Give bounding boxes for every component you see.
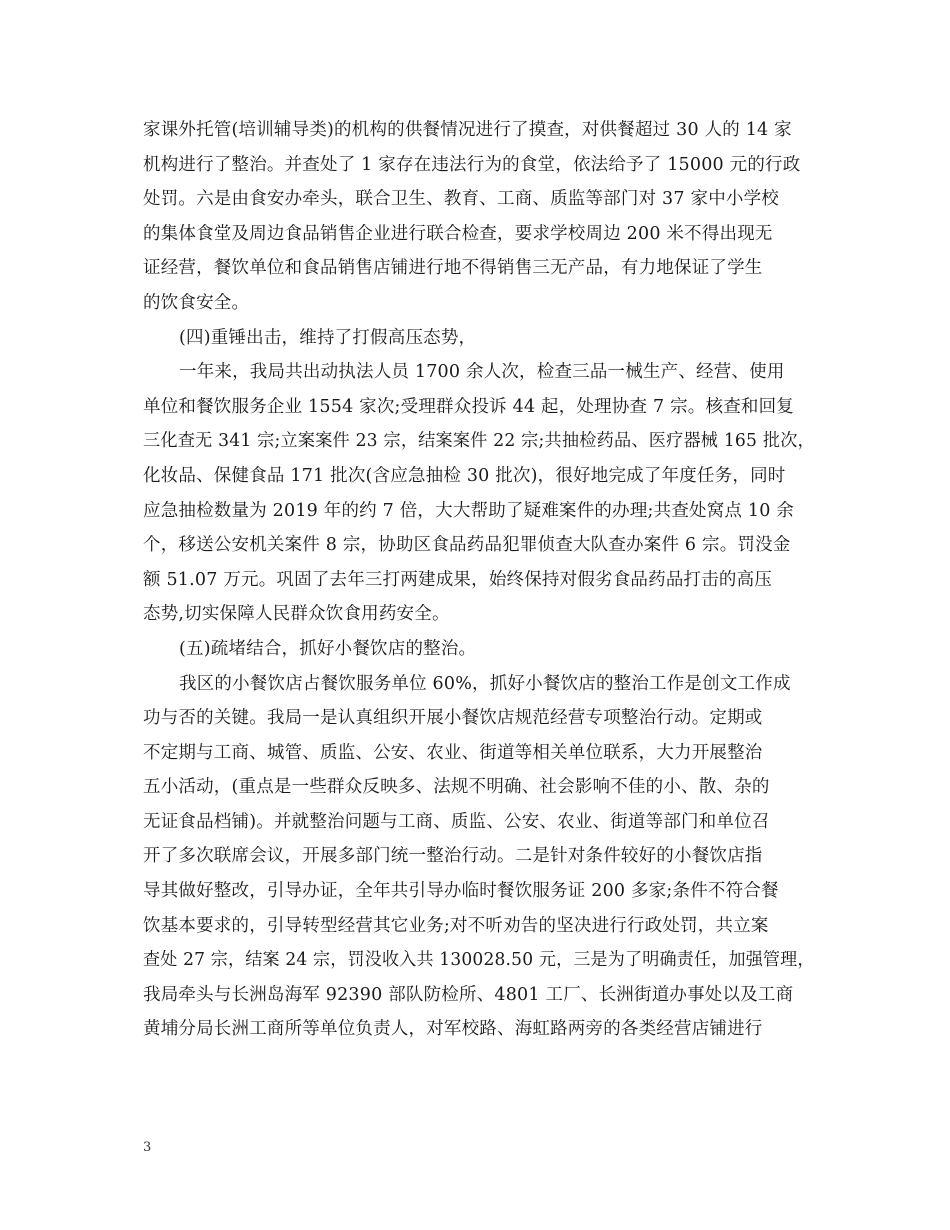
text-line: 的饮食安全。 — [143, 292, 250, 313]
text-line: 我局牵头与长洲岛海军 92390 部队防检所、4801 工厂、长洲街道办事处以及工商 — [143, 984, 794, 1005]
text-line: 化妆品、保健食品 171 批次(含应急抽检 30 批次)，很好地完成了年度任务，同时 — [143, 465, 786, 486]
text-line: 查处 27 宗，结案 24 宗，罚没收入共 130028.50 元，三是为了明确责任，加强管理， — [143, 950, 815, 971]
text-line: 态势,切实保障人民群众饮食用药安全。 — [143, 604, 450, 625]
paragraph-start-line: 我区的小餐饮店占餐饮服务单位 60%，抓好小餐饮店的整治工作是创文工作成 — [179, 673, 791, 694]
text-line: 证经营，餐饮单位和食品销售店铺进行地不得销售三无产品，有力地保证了学生 — [143, 258, 763, 279]
text-line: 无证食品档铺)。并就整治问题与工商、质监、公安、农业、街道等部门和单位召 — [143, 811, 770, 832]
text-line: 不定期与工商、城管、质监、公安、农业、街道等相关单位联系，大力开展整治 — [143, 742, 763, 763]
page-number: 3 — [143, 1140, 152, 1155]
text-line: 功与否的关键。我局一是认真组织开展小餐饮店规范经营专项整治行动。定期或 — [143, 708, 763, 729]
text-line: 单位和餐饮服务企业 1554 家次;受理群众投诉 44 起，处理协查 7 宗。核查和回复 — [143, 396, 795, 417]
section-heading: (四)重锤出击，维持了打假高压态势， — [179, 327, 477, 348]
text-line: 三化查无 341 宗;立案案件 23 宗，结案案件 22 宗;共抽检药品、医疗器械 165 批次， — [143, 431, 815, 452]
text-line: 额 51.07 万元。巩固了去年三打两建成果，始终保持对假劣食品药品打击的高压 — [143, 569, 773, 590]
text-line: 开了多次联席会议，开展多部门统一整治行动。二是针对条件较好的小餐饮店指 — [143, 846, 763, 867]
text-line: 个，移送公安机关案件 8 宗，协助区食品药品犯罪侦查大队查办案件 6 宗。罚没金 — [143, 535, 791, 556]
text-line: 应急抽检数量为 2019 年的约 7 倍，大大帮助了疑难案件的办理;共查处窝点 10 余 — [143, 500, 795, 521]
body-text — [143, 113, 815, 1047]
section-heading: (五)疏堵结合，抓好小餐饮店的整治。 — [179, 638, 477, 659]
text-line: 家课外托管(培训辅导类)的机构的供餐情况进行了摸查，对供餐超过 30 人的 14 家 — [143, 120, 792, 140]
text-line: 处罚。六是由食安办牵头，联合卫生、教育、工商、质监等部门对 37 家中小学校 — [143, 189, 779, 210]
text-line: 饮基本要求的，引导转型经营其它业务;对不听劝告的坚决进行行政处罚，共立案 — [143, 915, 769, 936]
text-line: 黄埔分局长洲工商所等单位负责人，对军校路、海虹路两旁的各类经营店铺进行 — [143, 1019, 763, 1040]
paragraph-start-line: 一年来，我局共出动执法人员 1700 余人次，检查三品一械生产、经营、使用 — [179, 362, 785, 383]
text-line: 导其做好整改，引导办证，全年共引导办临时餐饮服务证 200 多家;条件不符合餐 — [143, 881, 779, 902]
text-line: 机构进行了整治。并查处了 1 家存在违法行为的食堂，依法给予了 15000 元的行政 — [143, 154, 801, 175]
text-line: 的集体食堂及周边食品销售企业进行联合检查，要求学校周边 200 米不得出现无 — [143, 223, 773, 244]
text-line: 五小活动，(重点是一些群众反映多、法规不明确、社会影响不佳的小、散、杂的 — [143, 777, 770, 798]
